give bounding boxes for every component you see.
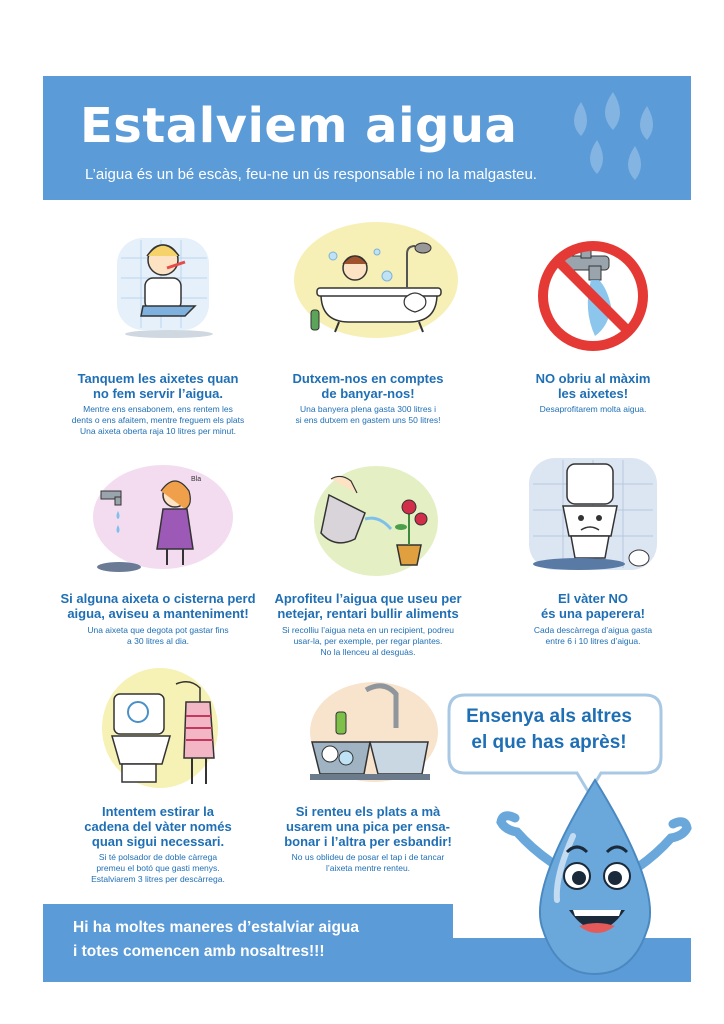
- footer-slogan: Hi ha moltes maneres d’estalviar aigua i totes comencen amb nosaltres!!!: [73, 919, 360, 960]
- tip-desc-3: Desaprofitarem molta aigua.: [539, 404, 647, 414]
- tip-title-4: Si alguna aixeta o cisterna perd aigua, aviseu a manteniment!: [60, 591, 256, 621]
- tip-title-7: Intentem estirar la cadena del vàter només quan sigui necessari.: [84, 804, 232, 849]
- double-sink-icon: [306, 676, 441, 796]
- toilet-icon: [523, 454, 663, 579]
- bathtub-icon: [291, 218, 461, 343]
- water-drop-mascot-icon: [495, 776, 695, 986]
- no-open-tap-icon: [533, 236, 653, 356]
- tip-title-6: El vàter NO és una paperera!: [540, 591, 646, 621]
- brushing-teeth-icon: [101, 218, 221, 343]
- tip-title-2: Dutxem-nos en comptes de banyar-nos!: [292, 371, 444, 401]
- tip-desc-7: Si té polsador de doble càrrega premeu el botó que gasti menys. Estalviarem 3 litres per descàrrega.: [91, 852, 225, 884]
- svg-text:Bla: Bla: [191, 476, 202, 483]
- tip-desc-1: Mentre ens ensabonem, ens rentem les dents o ens afaitem, mentre freguem els plats Una aixeta oberta raja 10 litres per minut.: [71, 404, 245, 436]
- tip-title-8: Si renteu els plats a mà usarem una pica per ensa- bonar i l’altra per esbandir!: [284, 804, 452, 849]
- dripping-tap-phone-icon: [83, 461, 233, 576]
- tip-title-5: Aprofiteu l’aigua que useu per netejar, rentari bullir aliments: [274, 591, 462, 621]
- tip-desc-6: Cada descàrrega d’aigua gasta entre 6 i 10 litres d’aigua.: [533, 625, 653, 646]
- header-banner: [43, 76, 691, 200]
- poster: [43, 76, 691, 982]
- page-subtitle: L’aigua és un bé escàs, feu-ne un ús responsable i no la malgasteu.: [85, 166, 537, 183]
- page-title: Estalviem aigua: [80, 98, 518, 154]
- tip-title-3: NO obriu al màxim les aixetes!: [535, 371, 651, 401]
- tip-desc-5: Si recolliu l’aigua neta en un recipient, podreu usar-la, per exemple, per regar plantes. No la llenceu al desguàs.: [281, 625, 454, 657]
- flush-toilet-icon: [98, 666, 223, 796]
- tip-desc-8: No us oblideu de posar el tap i de tancar l’aixeta mentre renteu.: [291, 852, 445, 873]
- header-drops-decoration-icon: [551, 82, 681, 192]
- speech-bubble-text: Ensenya als altres el que has après!: [466, 706, 632, 753]
- tip-title-1: Tanquem les aixetes quan no fem servir l’aigua.: [77, 371, 239, 401]
- tip-desc-2: Una banyera plena gasta 300 litres i si ens dutxem en gastem uns 50 litres!: [295, 404, 441, 425]
- tip-desc-4: Una aixeta que degota pot gastar fins a 30 litres al dia.: [87, 625, 229, 646]
- watering-plant-icon: [311, 461, 441, 581]
